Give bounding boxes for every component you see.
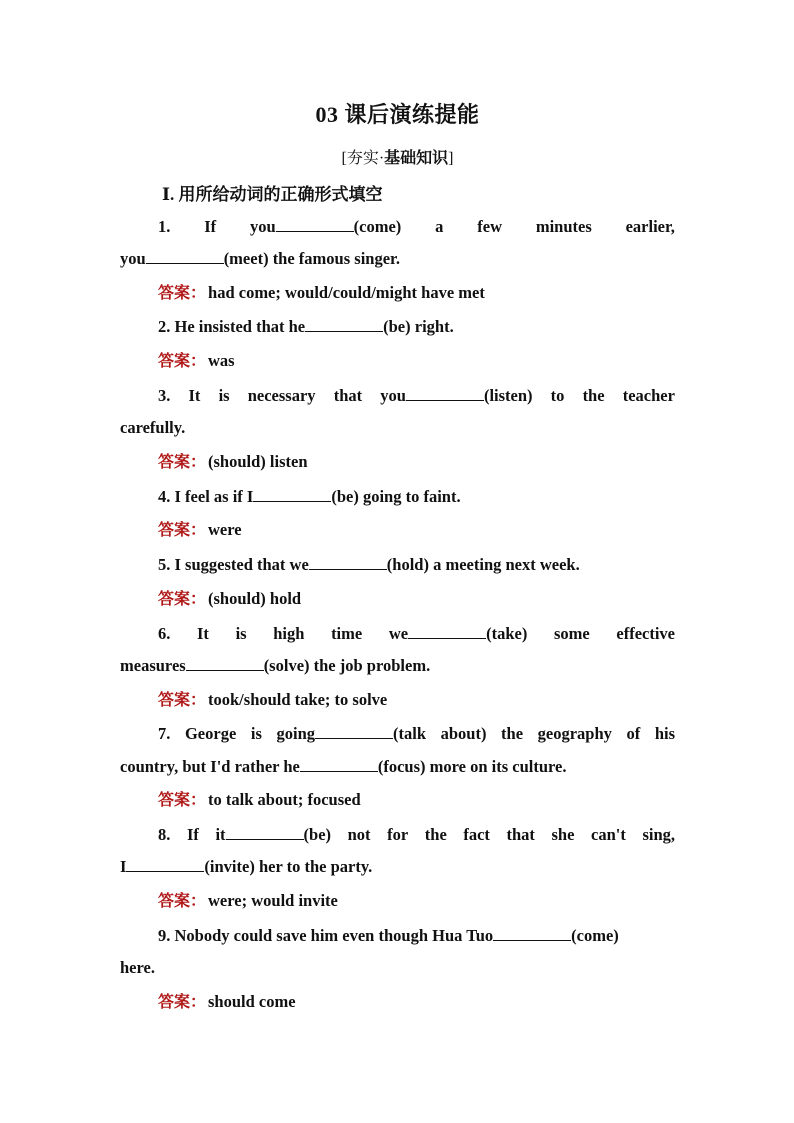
answer-7 bbox=[120, 789, 675, 811]
word: the bbox=[424, 825, 447, 844]
word: earlier, bbox=[625, 217, 675, 236]
word: (talk bbox=[393, 724, 426, 743]
answer-blank[interactable] bbox=[408, 624, 486, 639]
answer-2 bbox=[120, 350, 675, 372]
word: (be) bbox=[303, 825, 332, 844]
subtitle-bold: 基础知识 bbox=[384, 150, 449, 167]
answer-blank[interactable] bbox=[493, 926, 571, 941]
question-6-line-2 bbox=[120, 655, 675, 677]
word: his bbox=[654, 724, 675, 743]
word: that bbox=[333, 386, 363, 405]
answer-blank[interactable] bbox=[226, 825, 304, 840]
question-6-line-1 bbox=[120, 623, 675, 645]
subtitle-suffix: ] bbox=[448, 150, 454, 167]
word: that bbox=[506, 825, 535, 844]
answer-label: 答案： bbox=[158, 452, 207, 471]
word: If bbox=[204, 217, 217, 236]
answer-text: should come bbox=[208, 992, 296, 1011]
question-7-line-2 bbox=[120, 756, 675, 778]
answer-text: to talk about; focused bbox=[208, 790, 361, 809]
word: If bbox=[186, 825, 199, 844]
word: can't bbox=[591, 825, 626, 844]
word: effective bbox=[616, 624, 675, 643]
question-7-line-1 bbox=[120, 723, 675, 745]
word: high bbox=[273, 624, 305, 643]
line-text: (be) going to faint. bbox=[331, 487, 461, 506]
word: she bbox=[551, 825, 575, 844]
answer-label: 答案： bbox=[158, 283, 207, 302]
question-3-line-1 bbox=[120, 385, 675, 407]
answer-blank[interactable] bbox=[253, 487, 331, 502]
question-9-line-1 bbox=[120, 925, 675, 947]
answer-blank[interactable] bbox=[305, 317, 383, 332]
answer-blank[interactable] bbox=[315, 724, 393, 739]
question-8-line-1 bbox=[120, 824, 675, 846]
question-4-line-1 bbox=[120, 486, 675, 508]
q8-number: 8. bbox=[158, 825, 171, 844]
word: (come) bbox=[353, 217, 402, 236]
q7-number: 7. bbox=[158, 724, 171, 743]
page-title: 03 课后演练提能 bbox=[315, 102, 480, 127]
word: not bbox=[347, 825, 371, 844]
word: fact bbox=[463, 825, 490, 844]
section-subtitle bbox=[120, 145, 675, 168]
answer-blank[interactable] bbox=[146, 249, 224, 264]
word: George bbox=[184, 724, 237, 743]
line-text: (focus) more on its culture. bbox=[377, 757, 567, 776]
word: It bbox=[197, 624, 209, 643]
answer-blank[interactable] bbox=[309, 555, 387, 570]
line-text: (be) right. bbox=[383, 317, 454, 336]
line-text: (invite) her to the party. bbox=[204, 857, 373, 876]
word: the bbox=[501, 724, 524, 743]
word: of bbox=[626, 724, 641, 743]
word: sing, bbox=[642, 825, 675, 844]
word-with-blank bbox=[215, 824, 331, 846]
answer-label: 答案： bbox=[158, 351, 207, 370]
word: some bbox=[553, 624, 590, 643]
answer-blank[interactable] bbox=[406, 386, 484, 401]
word: the bbox=[582, 386, 605, 405]
line-text: (hold) a meeting next week. bbox=[386, 555, 580, 574]
answer-1 bbox=[120, 282, 675, 304]
answer-label: 答案： bbox=[158, 790, 207, 809]
word: (take) bbox=[486, 624, 528, 643]
word: you bbox=[249, 217, 276, 236]
line-text: measures bbox=[120, 656, 186, 675]
word: to bbox=[550, 386, 565, 405]
line-text: 2. He insisted that he bbox=[158, 317, 306, 336]
word: going bbox=[276, 724, 315, 743]
word: for bbox=[387, 825, 409, 844]
line-text: I bbox=[120, 857, 127, 876]
question-2-line-1 bbox=[120, 316, 675, 338]
word: is bbox=[235, 624, 247, 643]
answer-text: were bbox=[208, 520, 242, 539]
answer-9 bbox=[120, 991, 675, 1013]
line-text: here. bbox=[120, 958, 155, 977]
answer-text: (should) hold bbox=[208, 589, 302, 608]
answer-text: (should) listen bbox=[208, 452, 308, 471]
answer-label: 答案： bbox=[158, 690, 207, 709]
answer-3 bbox=[120, 451, 675, 473]
word: geography bbox=[537, 724, 612, 743]
line-text: country, but I'd rather he bbox=[120, 757, 300, 776]
answer-text: were; would invite bbox=[208, 891, 338, 910]
word: a bbox=[435, 217, 444, 236]
q1-number: 1. bbox=[158, 217, 171, 236]
question-9-line-2 bbox=[120, 957, 675, 979]
word-with-blank bbox=[380, 385, 532, 407]
word: about) bbox=[440, 724, 487, 743]
subtitle-prefix: [夯实· bbox=[341, 150, 385, 167]
q3-number: 3. bbox=[158, 386, 171, 405]
question-5-line-1 bbox=[120, 554, 675, 576]
word: necessary bbox=[247, 386, 316, 405]
section-heading: Ⅰ. 用所给动词的正确形式填空 bbox=[162, 185, 383, 204]
word-with-blank bbox=[276, 723, 426, 745]
word: (listen) bbox=[483, 386, 533, 405]
word: we bbox=[388, 624, 409, 643]
answer-6 bbox=[120, 689, 675, 711]
word-with-blank bbox=[389, 623, 527, 645]
word: it bbox=[215, 825, 226, 844]
word: time bbox=[331, 624, 363, 643]
question-8-line-2 bbox=[120, 856, 675, 878]
line-text: you bbox=[120, 249, 146, 268]
answer-label: 答案： bbox=[158, 589, 207, 608]
answer-text: was bbox=[208, 351, 235, 370]
answer-blank[interactable] bbox=[300, 757, 378, 772]
word: minutes bbox=[535, 217, 592, 236]
line-text: carefully. bbox=[120, 418, 186, 437]
line-text: 4. I feel as if I bbox=[158, 487, 254, 506]
answer-text: had come; would/could/might have met bbox=[208, 283, 485, 302]
word: teacher bbox=[622, 386, 675, 405]
question-1-line-2 bbox=[120, 248, 675, 270]
line-text: 5. I suggested that we bbox=[158, 555, 309, 574]
answer-blank[interactable] bbox=[276, 217, 354, 232]
line-text: (solve) the job problem. bbox=[263, 656, 431, 675]
answer-blank[interactable] bbox=[126, 857, 204, 872]
word: is bbox=[218, 386, 230, 405]
word: is bbox=[250, 724, 262, 743]
answer-8 bbox=[120, 890, 675, 912]
answer-4 bbox=[120, 519, 675, 541]
question-3-line-2 bbox=[120, 417, 675, 439]
answer-text: took/should take; to solve bbox=[208, 690, 388, 709]
word-with-blank bbox=[250, 216, 401, 238]
q6-number: 6. bbox=[158, 624, 171, 643]
answer-5 bbox=[120, 588, 675, 610]
answer-blank[interactable] bbox=[186, 656, 264, 671]
line-text: (meet) the famous singer. bbox=[223, 249, 400, 268]
word: you bbox=[380, 386, 406, 405]
question-1-line-1 bbox=[120, 216, 675, 238]
answer-label: 答案： bbox=[158, 891, 207, 910]
word: It bbox=[188, 386, 201, 405]
line-text: (come) bbox=[571, 926, 619, 945]
answer-label: 答案： bbox=[158, 992, 207, 1011]
word: few bbox=[477, 217, 502, 236]
line-with-blank bbox=[158, 925, 619, 947]
answer-label: 答案： bbox=[158, 520, 207, 539]
line-text: 9. Nobody could save him even though Hua Tuo bbox=[158, 926, 494, 945]
